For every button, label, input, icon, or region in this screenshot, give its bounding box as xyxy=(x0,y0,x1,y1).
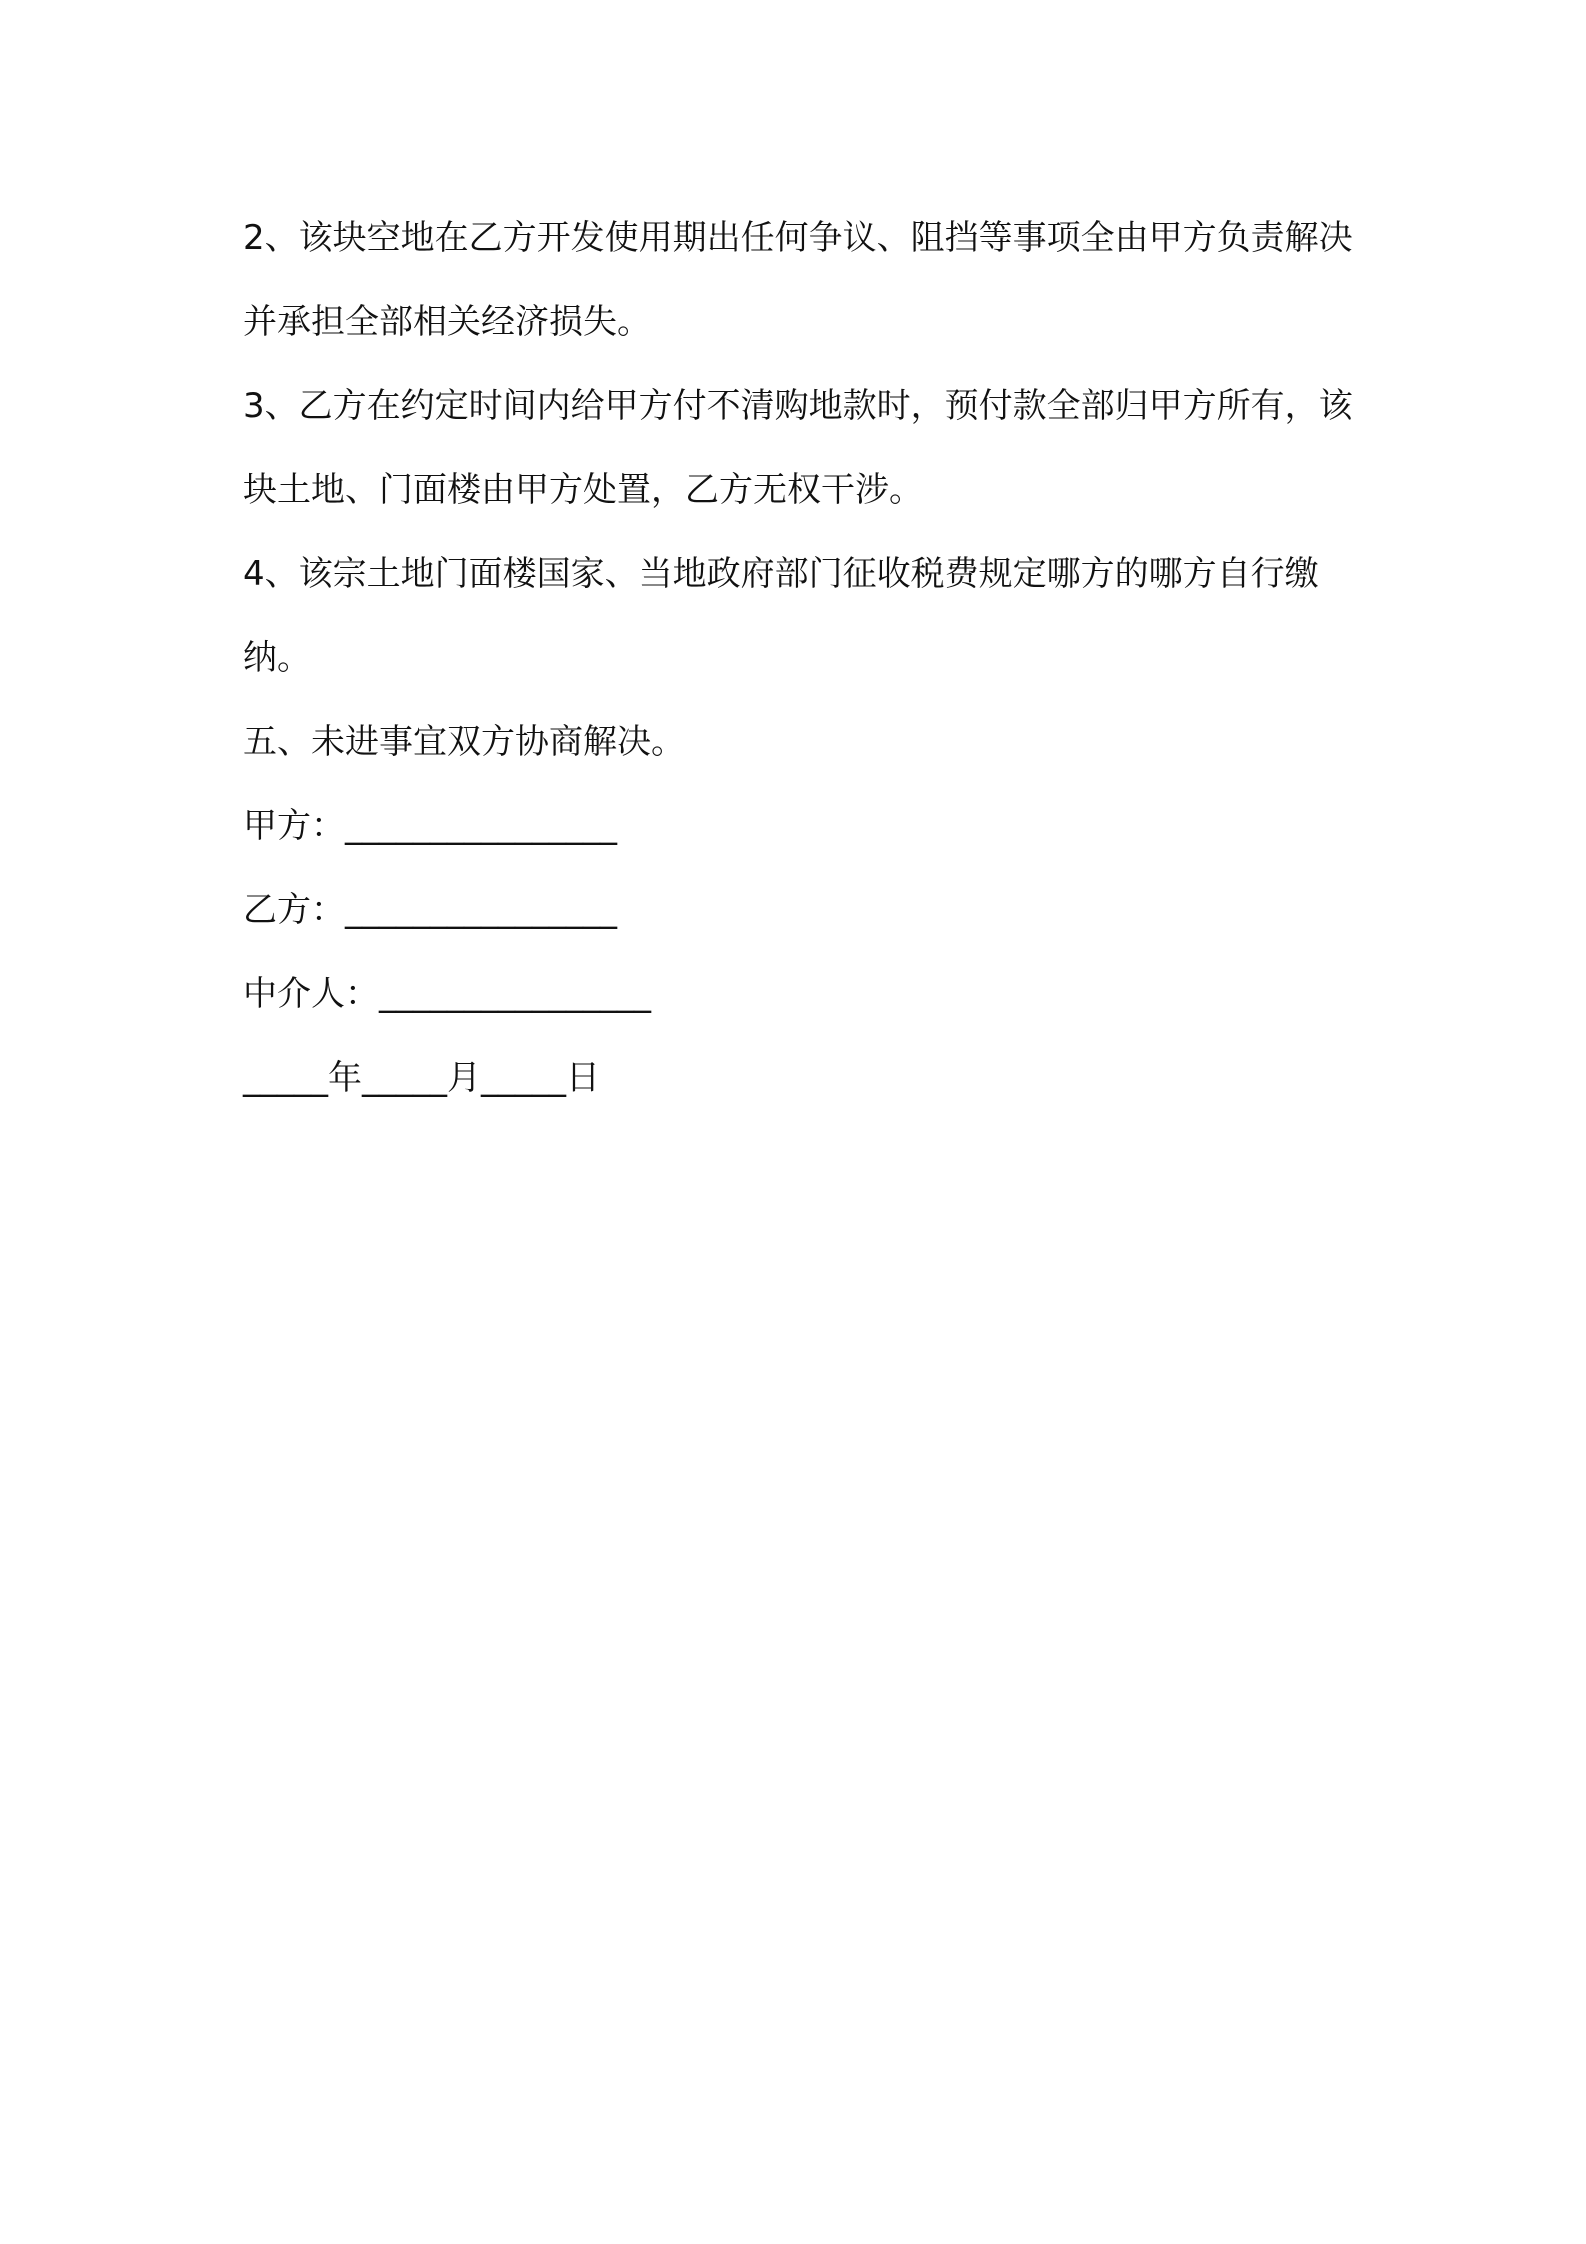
intermediary-signature-line: 中介人：________________ xyxy=(243,974,651,1014)
clause-2-paragraph: 2、该块空地在乙方开发使用期出任何争议、阻挡等事项全由甲方负责解决并承担全部相关经济损失。 xyxy=(243,218,1353,342)
section-5-paragraph: 五、未进事宜双方协商解决。 xyxy=(243,722,685,762)
clause-3-paragraph: 3、乙方在约定时间内给甲方付不清购地款时，预付款全部归甲方所有，该块土地、门面楼由甲方处置，乙方无权干涉。 xyxy=(243,386,1353,510)
date-line: _____年_____月_____日 xyxy=(243,1058,600,1098)
party-b-signature-line: 乙方：________________ xyxy=(243,890,617,930)
document-body xyxy=(243,196,1363,1120)
clause-4-paragraph: 4、该宗土地门面楼国家、当地政府部门征收税费规定哪方的哪方自行缴纳。 xyxy=(243,554,1319,678)
party-a-signature-line: 甲方：________________ xyxy=(243,806,617,846)
